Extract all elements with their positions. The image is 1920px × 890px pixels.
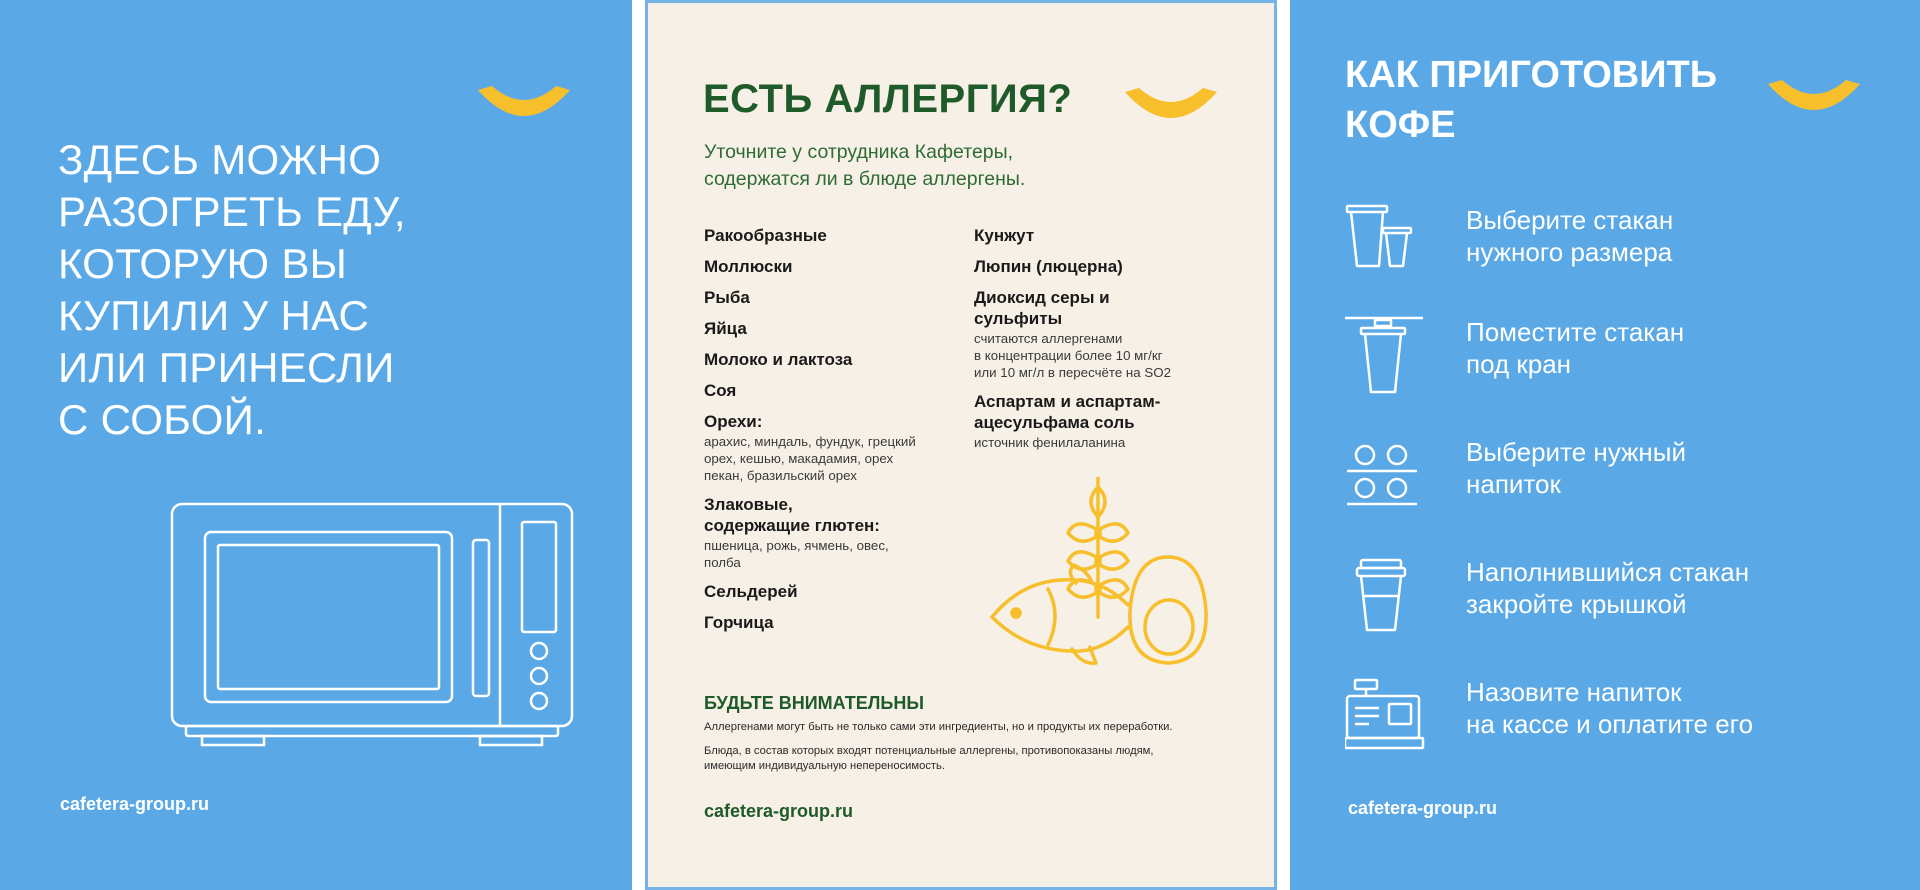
subtitle-line: Уточните у сотрудника Кафетеры, (704, 141, 1014, 163)
allergen-item (974, 287, 1214, 381)
headline-line: ЗДЕСЬ МОЖНО (58, 136, 382, 183)
allergen-item (704, 225, 954, 246)
allergen-item (974, 256, 1214, 277)
coffee-step-text (1466, 204, 1673, 268)
coffee-step-text (1466, 436, 1686, 500)
step-line: под кран (1466, 349, 1572, 379)
allergen-name (974, 391, 1214, 433)
step-line: Наполнившийся стакан (1466, 557, 1750, 587)
allergen-name-line: Орехи: (704, 412, 763, 431)
cup-with-lid-icon (1345, 556, 1425, 632)
coffee-step (1290, 316, 1920, 406)
allergen-name-line: Яйца (704, 319, 747, 338)
coffee-panel (1290, 0, 1920, 890)
smile-icon (1766, 80, 1862, 122)
allergen-name-line: Диоксид серы и (974, 288, 1110, 307)
allergen-note-line: пшеница, рожь, ячмень, овес, (704, 538, 889, 553)
step-line: закройте крышкой (1466, 589, 1687, 619)
allergen-name-line: Соя (704, 381, 737, 400)
allergen-note-line: источник фенилаланина (974, 435, 1126, 450)
headline-line: КОТОРУЮ ВЫ (58, 240, 348, 287)
allergen-item (704, 411, 954, 484)
website-link[interactable]: cafetera-group.ru (1348, 798, 1498, 818)
allergen-note (704, 537, 954, 571)
microwave-icon (170, 502, 575, 747)
allergen-name (704, 612, 954, 633)
allergen-name (704, 287, 954, 308)
allergen-name (704, 225, 954, 246)
allergen-name (704, 581, 954, 602)
allergen-note-line: орех, кешью, макадамия, орех (704, 451, 894, 466)
attention-line: имеющим индивидуальную непереносимость. (704, 760, 945, 772)
allergen-note (974, 330, 1214, 381)
allergy-title: ЕСТЬ АЛЛЕРГИЯ? (703, 77, 1073, 121)
coffee-step (1290, 204, 1920, 294)
microwave-headline (58, 134, 578, 446)
allergen-note-line: пекан, бразильский орех (704, 468, 857, 483)
coffee-step (1290, 436, 1920, 526)
allergen-item (704, 256, 954, 277)
allergen-name (974, 225, 1214, 246)
allergen-name (704, 256, 954, 277)
allergen-note-line: в концентрации более 10 мг/кг (974, 348, 1163, 363)
allergen-name-line: Люпин (люцерна) (974, 257, 1123, 276)
step-line: Выберите стакан (1466, 205, 1674, 235)
allergen-item (704, 494, 954, 571)
step-line: Назовите напиток (1466, 677, 1682, 707)
allergen-name-line: Сельдерей (704, 582, 798, 601)
cash-register-icon (1345, 676, 1425, 752)
coffee-step-text (1466, 556, 1749, 620)
step-line: нужного размера (1466, 237, 1673, 267)
allergen-item (704, 349, 954, 370)
smile-icon (476, 86, 572, 128)
attention-title: БУДЬТЕ ВНИМАТЕЛЬНЫ (704, 693, 924, 713)
allergen-list-left (704, 225, 954, 643)
allergen-item (974, 391, 1214, 451)
subtitle-line: содержатся ли в блюде аллергены. (704, 168, 1026, 190)
allergen-name-line: Ракообразные (704, 226, 827, 245)
allergen-list-right (974, 225, 1214, 461)
microwave-panel (0, 0, 632, 890)
allergen-name (704, 494, 954, 536)
step-line: Выберите нужный (1466, 437, 1686, 467)
allergen-name (974, 256, 1214, 277)
allergen-note (974, 434, 1214, 451)
coffee-step-text (1466, 316, 1684, 380)
cup-under-tap-icon (1345, 316, 1425, 396)
title-line: КАК ПРИГОТОВИТЬ (1345, 54, 1718, 96)
coffee-step (1290, 556, 1920, 646)
coffee-title (1345, 50, 1717, 150)
allergen-name-line: Молоко и лактоза (704, 350, 853, 369)
smile-icon (1123, 88, 1219, 130)
allergen-name (704, 380, 954, 401)
attention-line: Блюда, в состав которых входят потенциальные аллергены, противопоказаны людям, (704, 745, 1154, 757)
website-link[interactable]: cafetera-group.ru (60, 794, 210, 814)
step-line: Поместите стакан (1466, 317, 1685, 347)
allergen-item (704, 380, 954, 401)
allergen-item (704, 318, 954, 339)
headline-line: КУПИЛИ У НАС (58, 292, 370, 339)
allergen-name-line: Горчица (704, 613, 774, 632)
allergen-name (704, 318, 954, 339)
allergen-name (704, 411, 954, 432)
attention-line: Аллергенами могут быть не только сами эти ингредиенты, но и продукты их переработки. (704, 721, 1173, 733)
drink-buttons-icon (1345, 436, 1425, 508)
allergen-name (974, 287, 1214, 329)
website-link[interactable]: cafetera-group.ru (704, 801, 854, 821)
headline-line: С СОБОЙ. (58, 396, 267, 443)
allergy-subtitle (704, 139, 1144, 193)
allergen-name-line: ацесульфама соль (974, 413, 1135, 432)
headline-line: РАЗОГРЕТЬ ЕДУ, (58, 188, 406, 235)
headline-line: ИЛИ ПРИНЕСЛИ (58, 344, 395, 391)
allergen-note-line: считаются аллергенами (974, 331, 1123, 346)
coffee-step (1290, 676, 1920, 766)
allergen-item (704, 612, 954, 633)
allergen-name-line: Кунжут (974, 226, 1035, 245)
allergen-note-line: полба (704, 555, 741, 570)
allergy-panel (645, 0, 1277, 890)
allergen-item (704, 287, 954, 308)
allergen-item (974, 225, 1214, 246)
allergen-name-line: Моллюски (704, 257, 793, 276)
step-line: напиток (1466, 469, 1561, 499)
allergen-note (704, 433, 954, 484)
coffee-step-text (1466, 676, 1753, 740)
attention-text (704, 720, 1172, 735)
step-line: на кассе и оплатите его (1466, 709, 1754, 739)
allergen-name-line: Рыба (704, 288, 750, 307)
allergen-name (704, 349, 954, 370)
attention-text (704, 744, 1153, 774)
allergen-name-line: содержащие глютен: (704, 516, 880, 535)
cup-sizes-icon (1345, 204, 1425, 274)
allergen-item (704, 581, 954, 602)
allergen-note-line: или 10 мг/л в пересчёте на SO2 (974, 365, 1171, 380)
allergen-name-line: Злаковые, (704, 495, 793, 514)
allergen-name-line: Аспартам и аспартам- (974, 392, 1161, 411)
allergen-note-line: арахис, миндаль, фундук, грецкий (704, 434, 916, 449)
allergen-name-line: сульфиты (974, 309, 1063, 328)
title-line: КОФЕ (1345, 104, 1456, 146)
wheat-fish-egg-icon (988, 477, 1218, 677)
